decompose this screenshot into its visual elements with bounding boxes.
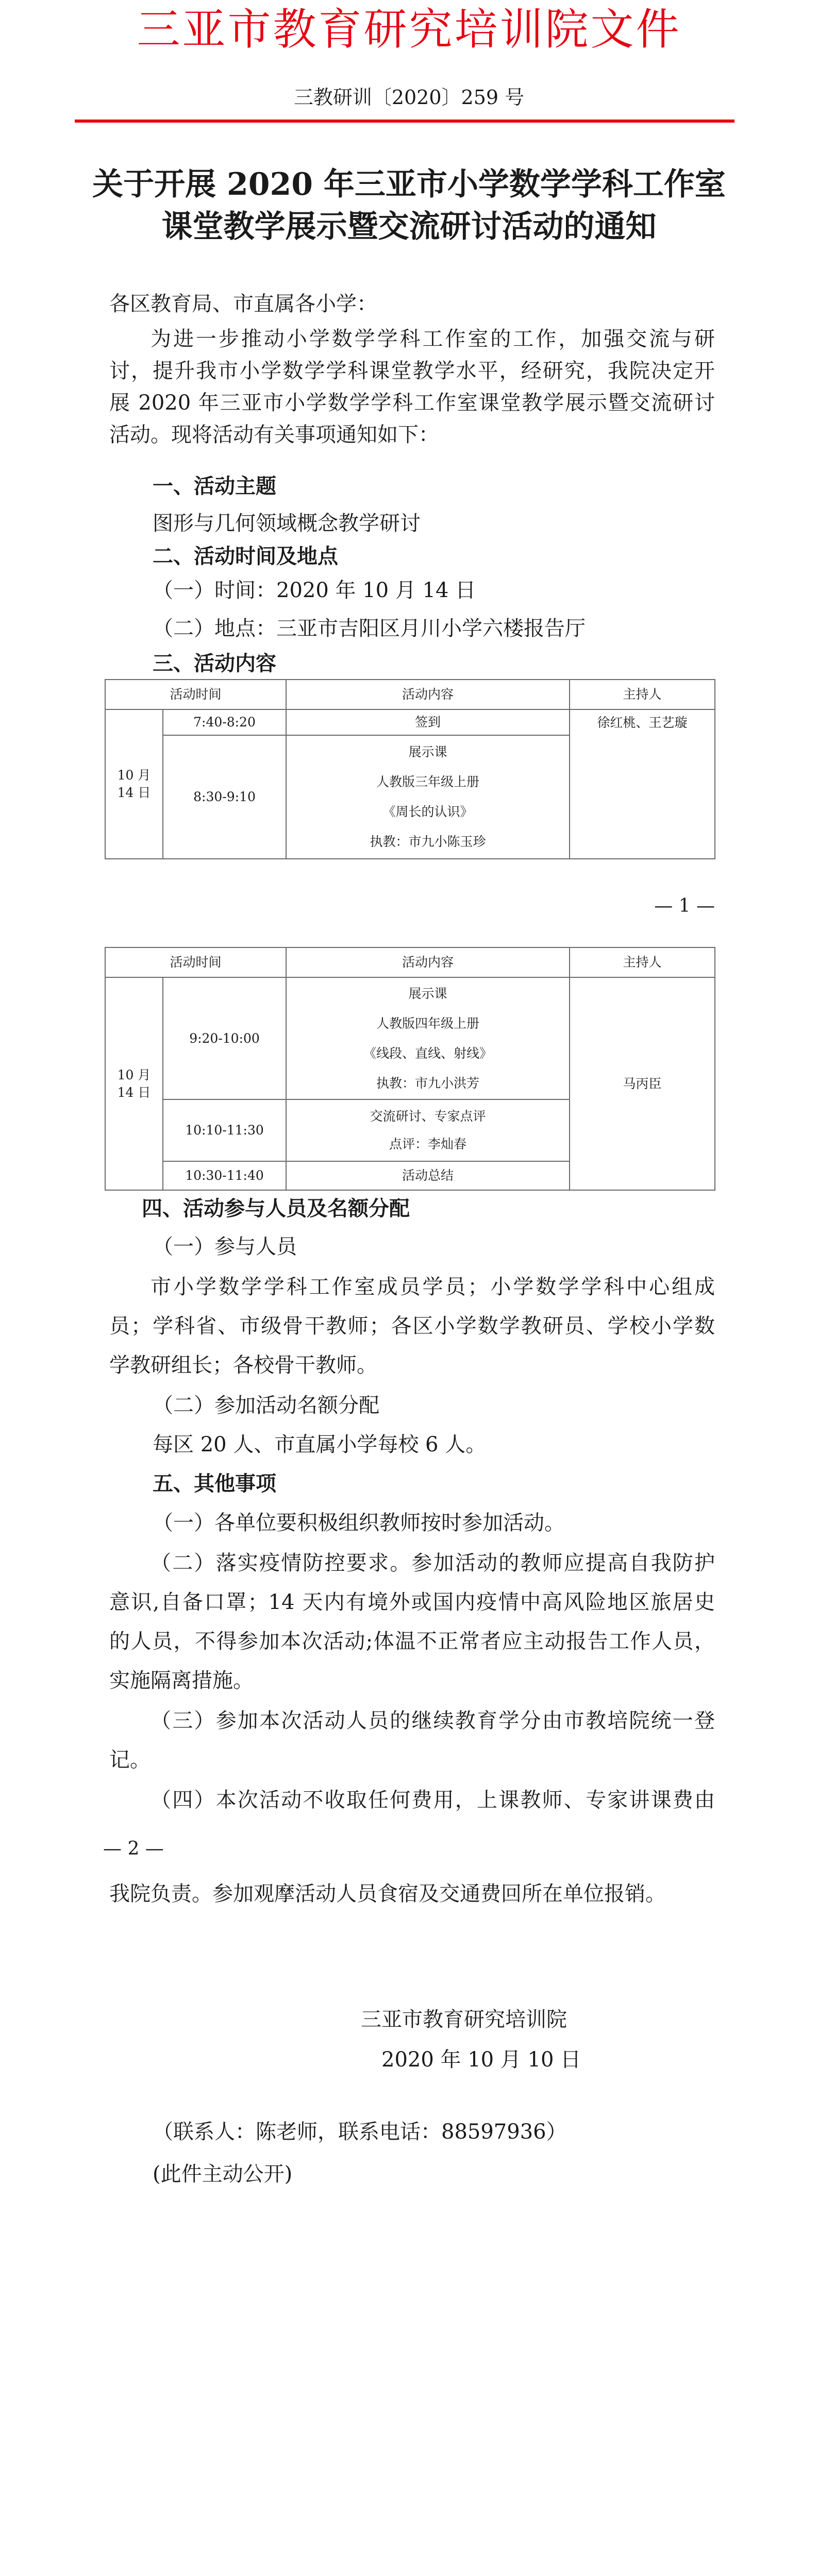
- page-number-2: — 2 —: [103, 1838, 164, 1859]
- intro-line-4: 活动。现将活动有关事项通知如下：: [109, 423, 439, 447]
- table-header-host: 主持人: [570, 680, 715, 709]
- participants-line-2: 员；学科省、市级骨干教师；各区小学数学教研员、学校小学数: [109, 1314, 715, 1338]
- intro-line-2: 讨，提升我市小学数学学科课堂教学水平，经研究，我院决定开: [109, 359, 715, 383]
- table-header-row: [105, 947, 715, 977]
- schedule-table-part-2: [105, 947, 715, 1191]
- schedule-table-part-1: [105, 679, 715, 859]
- header-red-rule: [75, 120, 734, 123]
- other-item-2-line-1: （二）落实疫情防控要求。参加活动的教师应提高自我防护: [151, 1551, 715, 1575]
- table-date-cell: 10 月 14 日: [105, 709, 163, 859]
- table-time-cell: 8:30-9:10: [163, 735, 286, 859]
- participants-line-3: 学教研组长；各校骨干教师。: [109, 1353, 377, 1377]
- contact-info: （联系人：陈老师，联系电话：88597936）: [153, 2120, 567, 2144]
- intro-line-1: 为进一步推动小学数学学科工作室的工作，加强交流与研: [151, 327, 715, 351]
- section-5-title: 五、其他事项: [153, 1471, 276, 1496]
- section-4-title: 四、活动参与人员及名额分配: [142, 1196, 410, 1221]
- signature-date: 2020 年 10 月 10 日: [381, 2048, 581, 2072]
- other-item-1: （一）各单位要积极组织教师按时参加活动。: [153, 1511, 565, 1535]
- table-time-cell: 9:20-10:00: [163, 977, 286, 1099]
- other-item-3-line-2: 记。: [109, 1748, 151, 1772]
- table-host-cell: 徐红桃、王艺璇: [570, 709, 715, 859]
- signature-org: 三亚市教育研究培训院: [361, 2008, 567, 2031]
- page-number-1: — 1 —: [654, 895, 715, 917]
- notice-title-line-2: 课堂教学展示暨交流研讨活动的通知: [161, 209, 657, 245]
- table-time-cell: 10:10-11:30: [163, 1099, 286, 1161]
- salutation: 各区教育局、市直属各小学：: [109, 292, 377, 316]
- table-header-content: 活动内容: [286, 947, 570, 977]
- table-header-time: 活动时间: [105, 947, 286, 977]
- other-item-2-line-4: 实施隔离措施。: [109, 1669, 254, 1692]
- participants-line-1: 市小学数学学科工作室成员学员；小学数学学科中心组成: [151, 1275, 715, 1299]
- table-content-cell: 签到: [286, 709, 570, 735]
- table-time-cell: 10:30-11:40: [163, 1161, 286, 1190]
- other-item-3-line-1: （三）参加本次活动人员的继续教育学分由市教培院统一登: [151, 1709, 715, 1733]
- table-content-cell: 交流研讨、专家点评 点评：李灿春: [286, 1099, 570, 1161]
- other-item-4-line-2: 我院负责。参加观摩活动人员食宿及交通费回所在单位报销。: [109, 1882, 666, 1906]
- table-content-cell: 展示课 人教版三年级上册 《周长的认识》 执教：市九小陈玉珍: [286, 735, 570, 859]
- section-4-sub-1: （一）参与人员: [153, 1235, 297, 1259]
- quota-text: 每区 20 人、市直属小学每校 6 人。: [153, 1433, 487, 1456]
- other-item-2-line-3: 的人员，不得参加本次活动;体温不正常者应主动报告工作人员，: [109, 1630, 715, 1653]
- section-1-title: 一、活动主题: [153, 474, 276, 498]
- section-3-title: 三、活动内容: [153, 651, 276, 675]
- table-header-host: 主持人: [570, 947, 715, 977]
- other-item-2-line-2: 意识,自备口罩；14 天内有境外或国内疫情中高风险地区旅居史: [109, 1590, 715, 1614]
- table-content-cell: 活动总结: [286, 1161, 570, 1190]
- section-2-time: （一）时间：2020 年 10 月 14 日: [153, 579, 476, 602]
- other-item-4-line-1: （四）本次活动不收取任何费用，上课教师、专家讲课费由: [151, 1788, 715, 1812]
- table-row: [105, 709, 715, 735]
- disclosure-note: (此件主动公开): [153, 2162, 293, 2186]
- intro-line-3: 展 2020 年三亚市小学数学学科工作室课堂教学展示暨交流研讨: [109, 391, 715, 415]
- table-header-content: 活动内容: [286, 680, 570, 709]
- section-1-text: 图形与几何领域概念教学研讨: [153, 512, 421, 535]
- section-4-sub-2: （二）参加活动名额分配: [153, 1394, 379, 1417]
- table-host-cell: 马丙臣: [570, 977, 715, 1190]
- table-header-time: 活动时间: [105, 680, 286, 709]
- table-time-cell: 7:40-8:20: [163, 709, 286, 735]
- document-header-title: 三亚市教育研究培训院文件: [137, 4, 681, 55]
- section-2-title: 二、活动时间及地点: [153, 544, 338, 568]
- table-row: [105, 977, 715, 1099]
- document-number: 三教研训〔2020〕259 号: [293, 86, 525, 109]
- table-date-cell: 10 月 14 日: [105, 977, 163, 1190]
- notice-title-line-1: 关于开展 2020 年三亚市小学数学学科工作室: [92, 166, 726, 202]
- table-header-row: [105, 680, 715, 709]
- table-content-cell: 展示课 人教版四年级上册 《线段、直线、射线》 执教：市九小洪芳: [286, 977, 570, 1099]
- section-2-place: （二）地点：三亚市吉阳区月川小学六楼报告厅: [153, 617, 586, 640]
